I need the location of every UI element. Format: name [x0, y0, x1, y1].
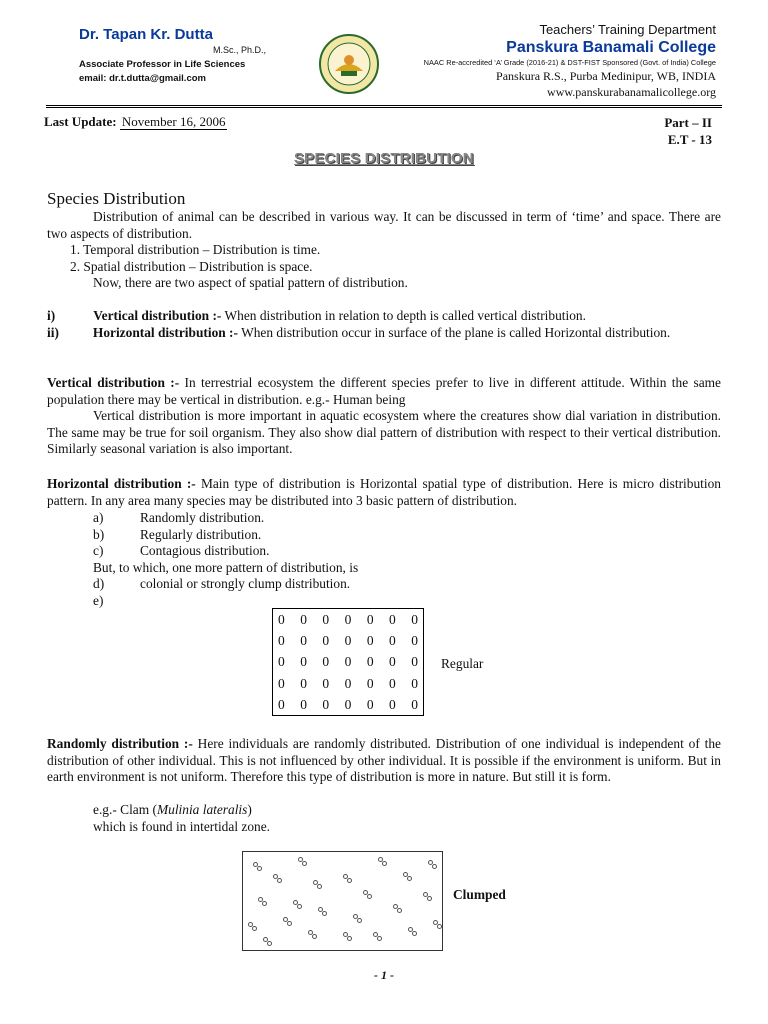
- type-num: i): [47, 308, 56, 323]
- type-vertical: [47, 308, 721, 325]
- clump-dot: [428, 860, 437, 869]
- clump-dot: [433, 920, 442, 929]
- type-term: Vertical distribution :-: [93, 308, 222, 323]
- grid-cell: 0: [278, 633, 285, 649]
- list-item: a) Randomly distribution.: [93, 510, 265, 525]
- grid-cell: 0: [278, 696, 285, 712]
- clump-dot: [353, 914, 362, 923]
- grid-cell: 0: [278, 612, 285, 627]
- grid-cell: 0: [411, 612, 418, 627]
- department: Teachers’ Training Department: [539, 22, 716, 37]
- author-name: Dr. Tapan Kr. Dutta: [79, 26, 213, 43]
- last-update-value: November 16, 2006: [121, 114, 226, 129]
- grid-cell: 0: [366, 654, 374, 670]
- random-paragraph: [47, 736, 721, 786]
- page-title: SPECIES DISTRIBUTION: [294, 150, 474, 167]
- random-term: Randomly distribution :-: [47, 736, 193, 751]
- intro-list: [70, 242, 320, 275]
- horizontal-text: Main type of distribution is Horizontal spatial type of distribution. Here is micro distribution pattern. In any area many species may be distributed into 3 basic pattern of distribution.: [47, 476, 721, 508]
- grid-row: [273, 694, 423, 715]
- doc-code: E.T - 13: [667, 132, 712, 147]
- grid-cell: 0: [411, 633, 418, 649]
- clump-dot: [363, 890, 372, 899]
- grid-cell: 0: [300, 633, 307, 649]
- horizontal-paragraph: [47, 476, 721, 509]
- list-item: 2. Spatial distribution – Distribution is space.: [70, 258, 313, 274]
- clump-dot: [378, 857, 387, 866]
- list-item: d) colonial or strongly clump distribution.: [93, 576, 351, 591]
- grid-cell: 0: [322, 633, 330, 649]
- type-text: When distribution occur in surface of the plane is called Horizontal distribution.: [237, 325, 671, 340]
- clump-dot: [373, 932, 382, 941]
- grid-cell: 0: [389, 696, 396, 712]
- header-rule-2: [46, 107, 722, 108]
- list-item: 1. Temporal distribution – Distribution is time.: [70, 242, 321, 257]
- clump-dot: [248, 922, 257, 931]
- grid-row: [273, 673, 423, 694]
- intro-tail: Now, there are two aspect of spatial pattern of distribution.: [93, 275, 408, 290]
- clump-dot: [293, 900, 302, 909]
- type-text: When distribution in relation to depth is called vertical distribution.: [221, 308, 586, 323]
- random-text: Here individuals are randomly distributed. Distribution of one individual is independent of the distribution of other individual. This is not influenced by other individual. It is possible if the environment is uniform. But in earth environment is not uniform. Therefore this type of distribution is more in nature. But still it is form.: [47, 736, 721, 784]
- section-heading: Species Distribution: [47, 189, 186, 208]
- author-position: Associate Professor in Life Sciences: [79, 59, 246, 70]
- page-number: - 1 -: [374, 968, 394, 982]
- grid-cell: 0: [300, 612, 307, 627]
- clump-dot: [343, 874, 352, 883]
- random-found: which is found in intertidal zone.: [93, 818, 271, 834]
- clump-dot: [298, 857, 307, 866]
- type-term: Horizontal distribution :-: [92, 325, 238, 340]
- grid-row: [273, 651, 423, 672]
- grid-cell: 0: [411, 696, 418, 712]
- grid-cell: 0: [366, 612, 374, 627]
- grid-cell: 0: [322, 696, 330, 712]
- clump-dot: [308, 930, 317, 939]
- grid-cell: 0: [344, 633, 352, 649]
- grid-cell: 0: [278, 675, 285, 691]
- clump-dot: [283, 917, 292, 926]
- clump-dot: [343, 932, 352, 941]
- regular-distribution-grid: [272, 608, 424, 716]
- grid-cell: 0: [344, 675, 352, 691]
- grid-cell: 0: [344, 696, 352, 712]
- accreditation: NAAC Re-accredited ‘A’ Grade (2016-21) & DST-FIST Sponsored (Govt. of India) College: [423, 58, 716, 67]
- clump-dot: [273, 874, 282, 883]
- type-horizontal: [47, 325, 721, 342]
- part-label: Part – II: [664, 115, 712, 130]
- author-degrees: M.Sc., Ph.D.,: [212, 45, 266, 55]
- clump-dot: [393, 904, 402, 913]
- clump-dot: [318, 907, 327, 916]
- vertical-paragraph: [47, 375, 721, 408]
- author-email: email: dr.t.dutta@gmail.com: [79, 73, 206, 84]
- vertical-text: In terrestrial ecosystem the different species prefer to live in different attitude. Within the same population there may be vertical in distribution. e.g.- Human being: [47, 375, 721, 407]
- clump-dot: [253, 862, 262, 871]
- list-item: b) Regularly distribution.: [93, 526, 262, 542]
- grid-cell: 0: [278, 654, 285, 670]
- grid-cell: 0: [322, 675, 330, 691]
- grid-row: [273, 609, 423, 630]
- clump-dot: [263, 937, 272, 946]
- clumped-distribution-figure: [242, 851, 443, 951]
- header-rule: [46, 105, 722, 106]
- horizontal-list: [93, 510, 358, 609]
- random-example: e.g.- Clam (Mulinia lateralis) which is found in intertidal zone.: [93, 802, 271, 834]
- clump-dot: [313, 880, 322, 889]
- grid-cell: 0: [411, 654, 418, 670]
- grid-cell: 0: [322, 654, 330, 670]
- grid-cell: 0: [411, 675, 418, 691]
- species-name: Mulinia lateralis: [156, 802, 248, 817]
- college-website: www.panskurabanamalicollege.org: [547, 85, 716, 99]
- grid-cell: 0: [366, 696, 374, 712]
- grid-cell: 0: [300, 696, 307, 712]
- clump-dot: [403, 872, 412, 881]
- vertical-paragraph-2: Vertical distribution is more important in aquatic ecosystem where the creatures show dial variation in distribution. The same may be true for soil organism. They also show dial pattern of distribution with respect to their vertical distribution. Similarly seasonal variation is also important.: [47, 408, 721, 456]
- grid-cell: 0: [389, 675, 396, 691]
- clump-dot: [408, 927, 417, 936]
- list-item: c) Contagious distribution.: [93, 543, 270, 558]
- grid-cell: 0: [389, 654, 396, 670]
- last-update: Last Update: November 16, 2006: [44, 114, 226, 129]
- clump-dot: [423, 892, 432, 901]
- intro-paragraph: Distribution of animal can be described in various way. It can be discussed in term of ‘time’ and space. There are two aspects of distribution.: [47, 209, 721, 241]
- vertical-term: Vertical distribution :-: [47, 375, 180, 390]
- type-num: ii): [47, 325, 59, 340]
- grid-cell: 0: [300, 654, 307, 670]
- grid-row: [273, 630, 423, 651]
- grid-cell: 0: [389, 612, 396, 627]
- grid-cell: 0: [366, 633, 374, 649]
- grid-cell: 0: [389, 633, 396, 649]
- last-update-label: Last Update: [44, 114, 113, 129]
- regular-label: Regular: [441, 656, 484, 671]
- horizontal-term: Horizontal distribution :-: [47, 476, 196, 491]
- list-text: But, to which, one more pattern of distribution, is: [93, 559, 359, 575]
- clump-dot: [258, 897, 267, 906]
- college-logo: [318, 33, 380, 95]
- grid-cell: 0: [366, 675, 374, 691]
- college-name: Panskura Banamali College: [506, 39, 716, 56]
- clumped-label: Clumped: [453, 887, 506, 902]
- grid-cell: 0: [300, 675, 307, 691]
- list-item: e): [93, 592, 104, 608]
- grid-cell: 0: [322, 612, 330, 627]
- grid-cell: 0: [344, 654, 352, 670]
- grid-cell: 0: [344, 612, 352, 627]
- college-address: Panskura R.S., Purba Medinipur, WB, INDIA: [496, 69, 716, 83]
